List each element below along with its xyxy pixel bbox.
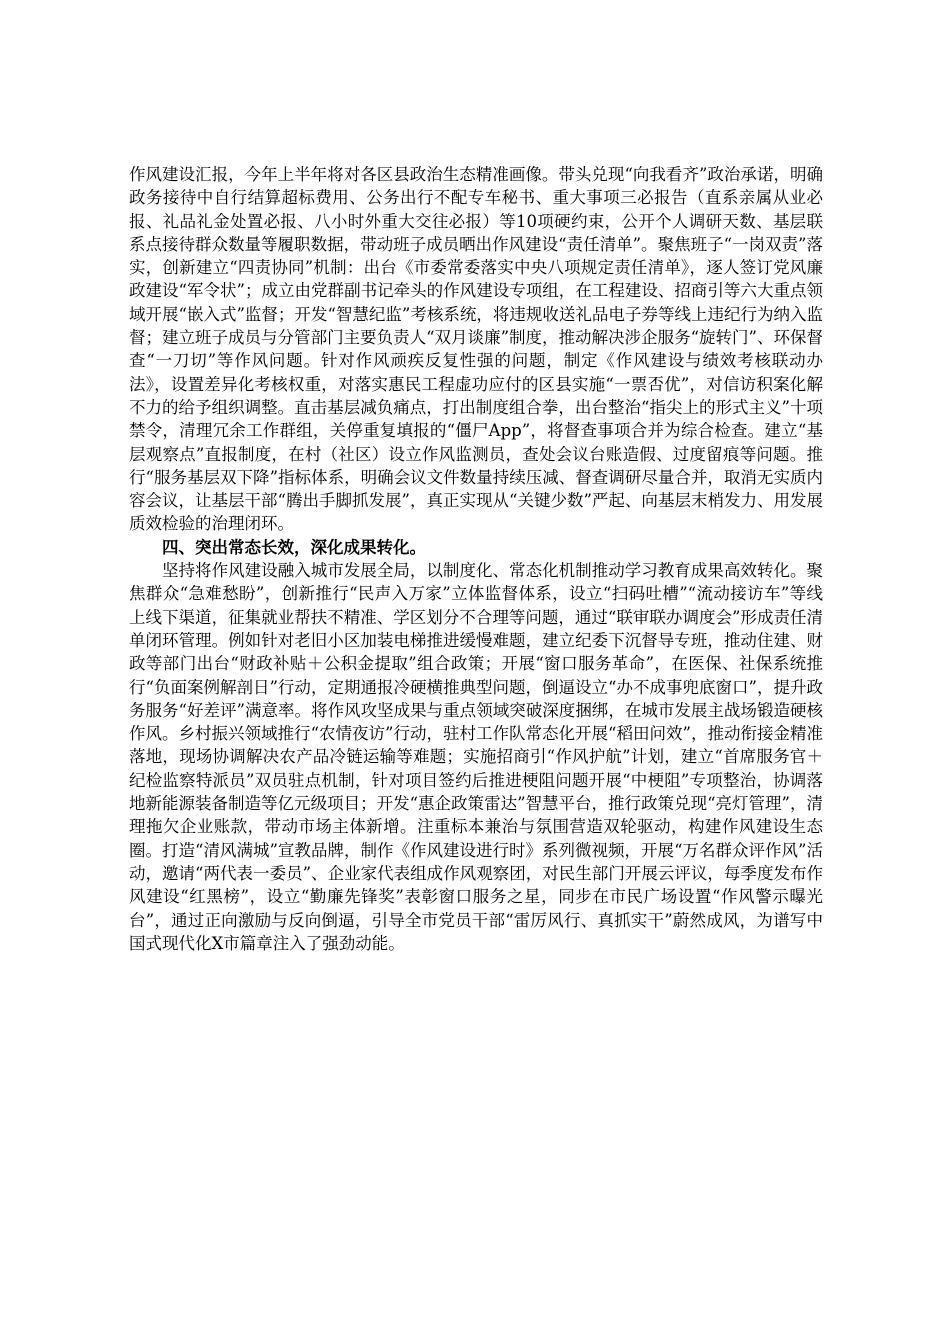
body-paragraph-2: 坚持将作风建设融入城市发展全局，以制度化、常态化机制推动学习教育成果高效转化。聚焦群众“急难愁盼”，创新推行“民声入万家”立体监督体系，设立“扫码吐槽”“流动接访车”等线上线下渠道，征集就业帮扶不精准、学区划分不合理等问题，通过“联审联办调度会”形成责任清单闭环管理。例如针对老旧小区加装电梯推进缓慢难题，建立纪委下沉督导专班，推动住建、财政等部门出台“财政补贴＋公积金提取”组合政策；开展“窗口服务革命”，在医保、社保系统推行“负面案例解剖日”行动，定期通报冷硬横推典型问题，倒逼设立“办不成事兜底窗口”，提升政务服务“好差评”满意率。将作风攻坚成果与重点领域突破深度捆绑，在城市发展主战场锻造硬核作风。乡村振兴领域推行“农情夜访”行动，驻村工作队常态化开展“稻田问效”，推动衔接金精准落地，现场协调解决农产品冷链运输等难题；实施招商引“作风护航”计划，建立“首席服务官＋纪检监察特派员”双员驻点机制，针对项目签约后推进梗阻问题开展“中梗阻”专项整治，协调落地新能源装备制造等亿元级项目；开发“惠企政策雷达”智慧平台，推行政策兑现“亮灯管理”，清理拖欠企业账款，带动市场主体新增。注重标本兼治与氛围营造双轮驱动，构建作风建设生态圈。打造“清风满城”宣教品牌，制作《作风建设进行时》系列微视频，开展“万名群众评作风”活动，邀请“两代表一委员”、企业家代表组成作风观察团，对民生部门开展云评议，每季度发布作风建设“红黑榜”，设立“勤廉先锋奖”表彰窗口服务之星，同步在市民广场设置“作风警示曝光台”，通过正向激励与反向倒逼，引导全市党员干部“雷厉风行、真抓实干”蔚然成风，为谱写中国式现代化X市篇章注入了强劲动能。 [129,561,823,953]
section-heading-4: 四、突出常态长效，深化成果转化。 [162,537,426,557]
body-paragraph-1: 作风建设汇报，今年上半年将对各区县政治生态精准画像。带头兑现“向我看齐”政治承诺，明确政务接待中自行结算超标费用、公务出行不配专车秘书、重大事项三必报告（直系亲属从业必报、礼品礼金处置必报、八小时外重大交往必报）等10项硬约束，公开个人调研天数、基层联系点接待群众数量等履职数据，带动班子成员晒出作风建设“责任清单”。聚焦班子“一岗双责”落实，创新建立“四责协同”机制：出台《市委常委落实中央八项规定责任清单》，逐人签订党风廉政建设“军令状”；成立由党群副书记牵头的作风建设专项组，在工程建设、招商引等六大重点领域开展“嵌入式”监督；开发“智慧纪监”考核系统，将违规收送礼品电子券等线上违纪行为纳入监督；建立班子成员与分管部门主要负责人“双月谈廉”制度，推动解决涉企服务“旋转门”、环保督查“一刀切”等作风问题。针对作风顽疾反复性强的问题，制定《作风建设与绩效考核联动办法》，设置差异化考核权重，对落实惠民工程虚功应付的区县实施“一票否优”，对信访积案化解不力的给予组织调整。直击基层减负痛点，打出制度组合拳，出台整治“指尖上的形式主义”十项禁令，清理冗余工作群组，关停重复填报的“僵尸App”，将督查事项合并为综合检查。建立“基层观察点”直报制度，在村（社区）设立作风监测员，查处会议台账造假、过度留痕等问题。推行“服务基层双下降”指标体系，明确会议文件数量持续压减、督查调研尽量合并，取消无实质内容会议，让基层干部“腾出手脚抓发展”，真正实现从“关键少数”严起、向基层末梢发力、用发展质效检验的治理闭环。 [129,165,823,534]
document-page [129,163,823,955]
